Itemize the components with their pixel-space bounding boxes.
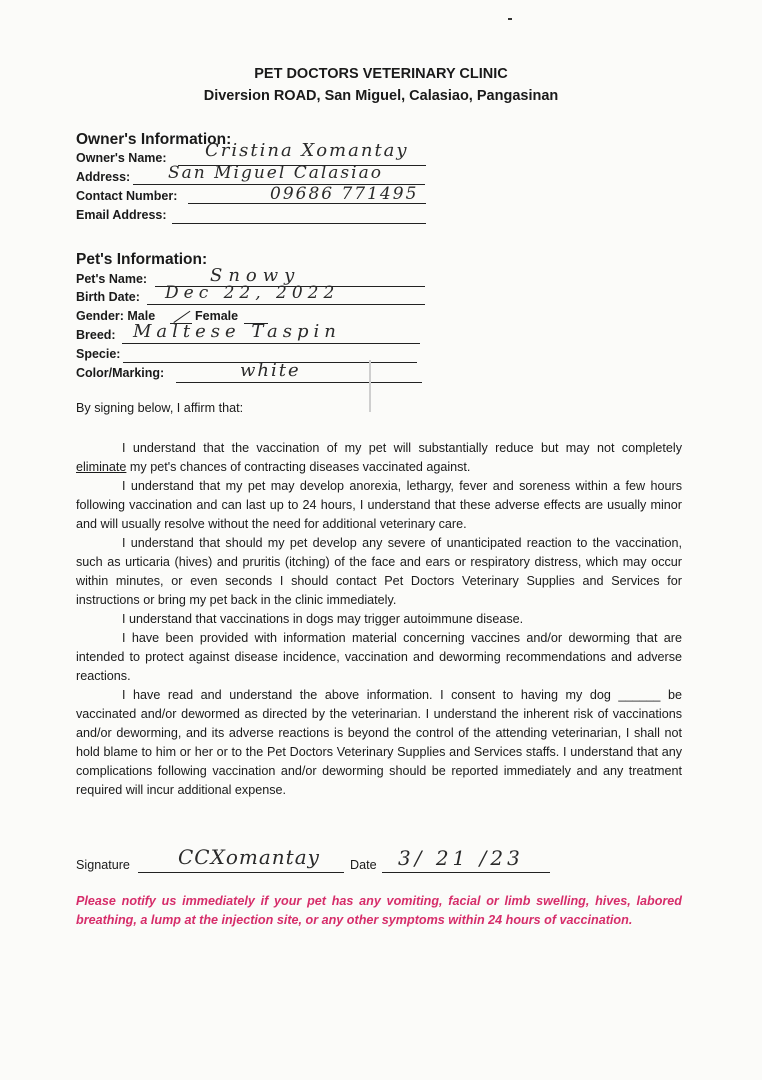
owner-name-row bbox=[76, 151, 167, 169]
paragraph-consent: I have read and understand the above information. I consent to having my dog ______ be vaccinated and/or dewormed as directed by the veterinarian. I understand the inherent risk of vaccinations and/or deworming, and its adverse reactions is beyond the control of the attending veterinarian, I shall not hold blame to him or her or to the Pet Doctors Veterinary Supplies and Services staffs. I understand that any complications following vaccination and/or deworming should be reported immediately and any treatment required will incur additional expense. bbox=[76, 688, 682, 797]
notify-notice: Please notify us immediately if your pet has any vomiting, facial or limb swelling, hives, labored breathing, a lump at the injection site, or any other symptoms within 24 hours of vaccination. bbox=[76, 894, 682, 927]
contact-label: Contact Number: bbox=[76, 189, 178, 203]
p1-start: I understand that the vaccination of my pet will substantially reduce but may not completely bbox=[122, 441, 682, 455]
gender-female-label: Female bbox=[195, 309, 239, 323]
date-label: Date bbox=[350, 858, 377, 872]
birth-row bbox=[76, 290, 140, 308]
breed-value[interactable]: Maltese Taspin bbox=[133, 321, 341, 342]
affirm-intro: By signing below, I affirm that: bbox=[76, 401, 244, 415]
gender-male-label: Gender: Male bbox=[76, 309, 156, 323]
signature-label: Signature bbox=[76, 858, 130, 872]
birth-line bbox=[147, 304, 425, 305]
address-label: Address: bbox=[76, 170, 131, 184]
email-label: Email Address: bbox=[76, 208, 167, 222]
breed-row bbox=[76, 328, 116, 346]
paragraph-side-effects: I understand that my pet may develop anorexia, lethargy, fever and soreness within a few hours following vaccination and can last up to 24 hours, I understand that these adverse effects are usually minor and will usually resolve without the need for additional veterinary care. bbox=[76, 479, 682, 531]
owner-name-value[interactable]: Cristina Xomantay bbox=[205, 140, 409, 161]
consent-body bbox=[76, 439, 682, 800]
owner-name-label: Owner's Name: bbox=[76, 151, 167, 165]
pet-section-title: Pet's Information: bbox=[76, 251, 208, 268]
clinic-address: Diversion ROAD, San Miguel, Calasiao, Pangasinan bbox=[203, 88, 559, 104]
signature-value[interactable]: CCXomantay bbox=[178, 845, 320, 869]
paragraph-severe-reaction: I understand that should my pet develop any severe of unanticipated reaction to the vaccination, such as urticaria (hives) and pruritis (itching) of the face and ears or respiratory distress, which may occur within minutes, or even seconds I should contact Pet Doctors Veterinary Supplies and Services for instructions or bring my pet back in the clinic immediately. bbox=[76, 536, 682, 607]
stray-mark bbox=[508, 18, 512, 20]
clinic-name: PET DOCTORS VETERINARY CLINIC bbox=[254, 66, 508, 82]
birth-label: Birth Date: bbox=[76, 290, 140, 304]
paragraph-information-material: I have been provided with information material concerning vaccines and/or deworming that are intended to protect against disease incidence, vaccination and deworming recommendations and adverse reactions. bbox=[76, 631, 682, 683]
owner-section-title: Owner's Information: bbox=[76, 131, 232, 148]
paragraph-vaccination-reduce bbox=[76, 439, 682, 477]
paragraph-autoimmune: I understand that vaccinations in dogs may trigger autoimmune disease. bbox=[122, 612, 524, 626]
pet-name-label: Pet's Name: bbox=[76, 272, 148, 286]
color-row bbox=[76, 366, 164, 384]
specie-row bbox=[76, 347, 120, 365]
pencil-mark bbox=[369, 360, 371, 412]
address-row bbox=[76, 170, 130, 188]
p1-underlined-word: eliminate bbox=[76, 460, 127, 474]
breed-line bbox=[122, 343, 420, 344]
contact-value[interactable]: 09686 771495 bbox=[270, 184, 419, 204]
date-line bbox=[382, 872, 550, 873]
pet-name-value[interactable]: Snowy bbox=[210, 265, 301, 286]
address-value[interactable]: San Miguel Calasiao bbox=[168, 163, 383, 183]
pet-name-row bbox=[76, 272, 147, 290]
p1-end: my pet's chances of contracting diseases vaccinated against. bbox=[126, 460, 471, 474]
color-line bbox=[176, 382, 422, 383]
specie-label: Specie: bbox=[76, 347, 121, 361]
date-value[interactable]: 3/ 21 /23 bbox=[398, 846, 524, 870]
email-row bbox=[76, 208, 167, 226]
contact-row bbox=[76, 189, 177, 207]
color-value[interactable]: white bbox=[240, 360, 301, 381]
email-line[interactable] bbox=[172, 223, 426, 224]
breed-label: Breed: bbox=[76, 328, 116, 342]
color-label: Color/Marking: bbox=[76, 366, 165, 380]
birth-value[interactable]: Dec 22, 2022 bbox=[165, 283, 340, 303]
signature-line bbox=[138, 872, 344, 873]
